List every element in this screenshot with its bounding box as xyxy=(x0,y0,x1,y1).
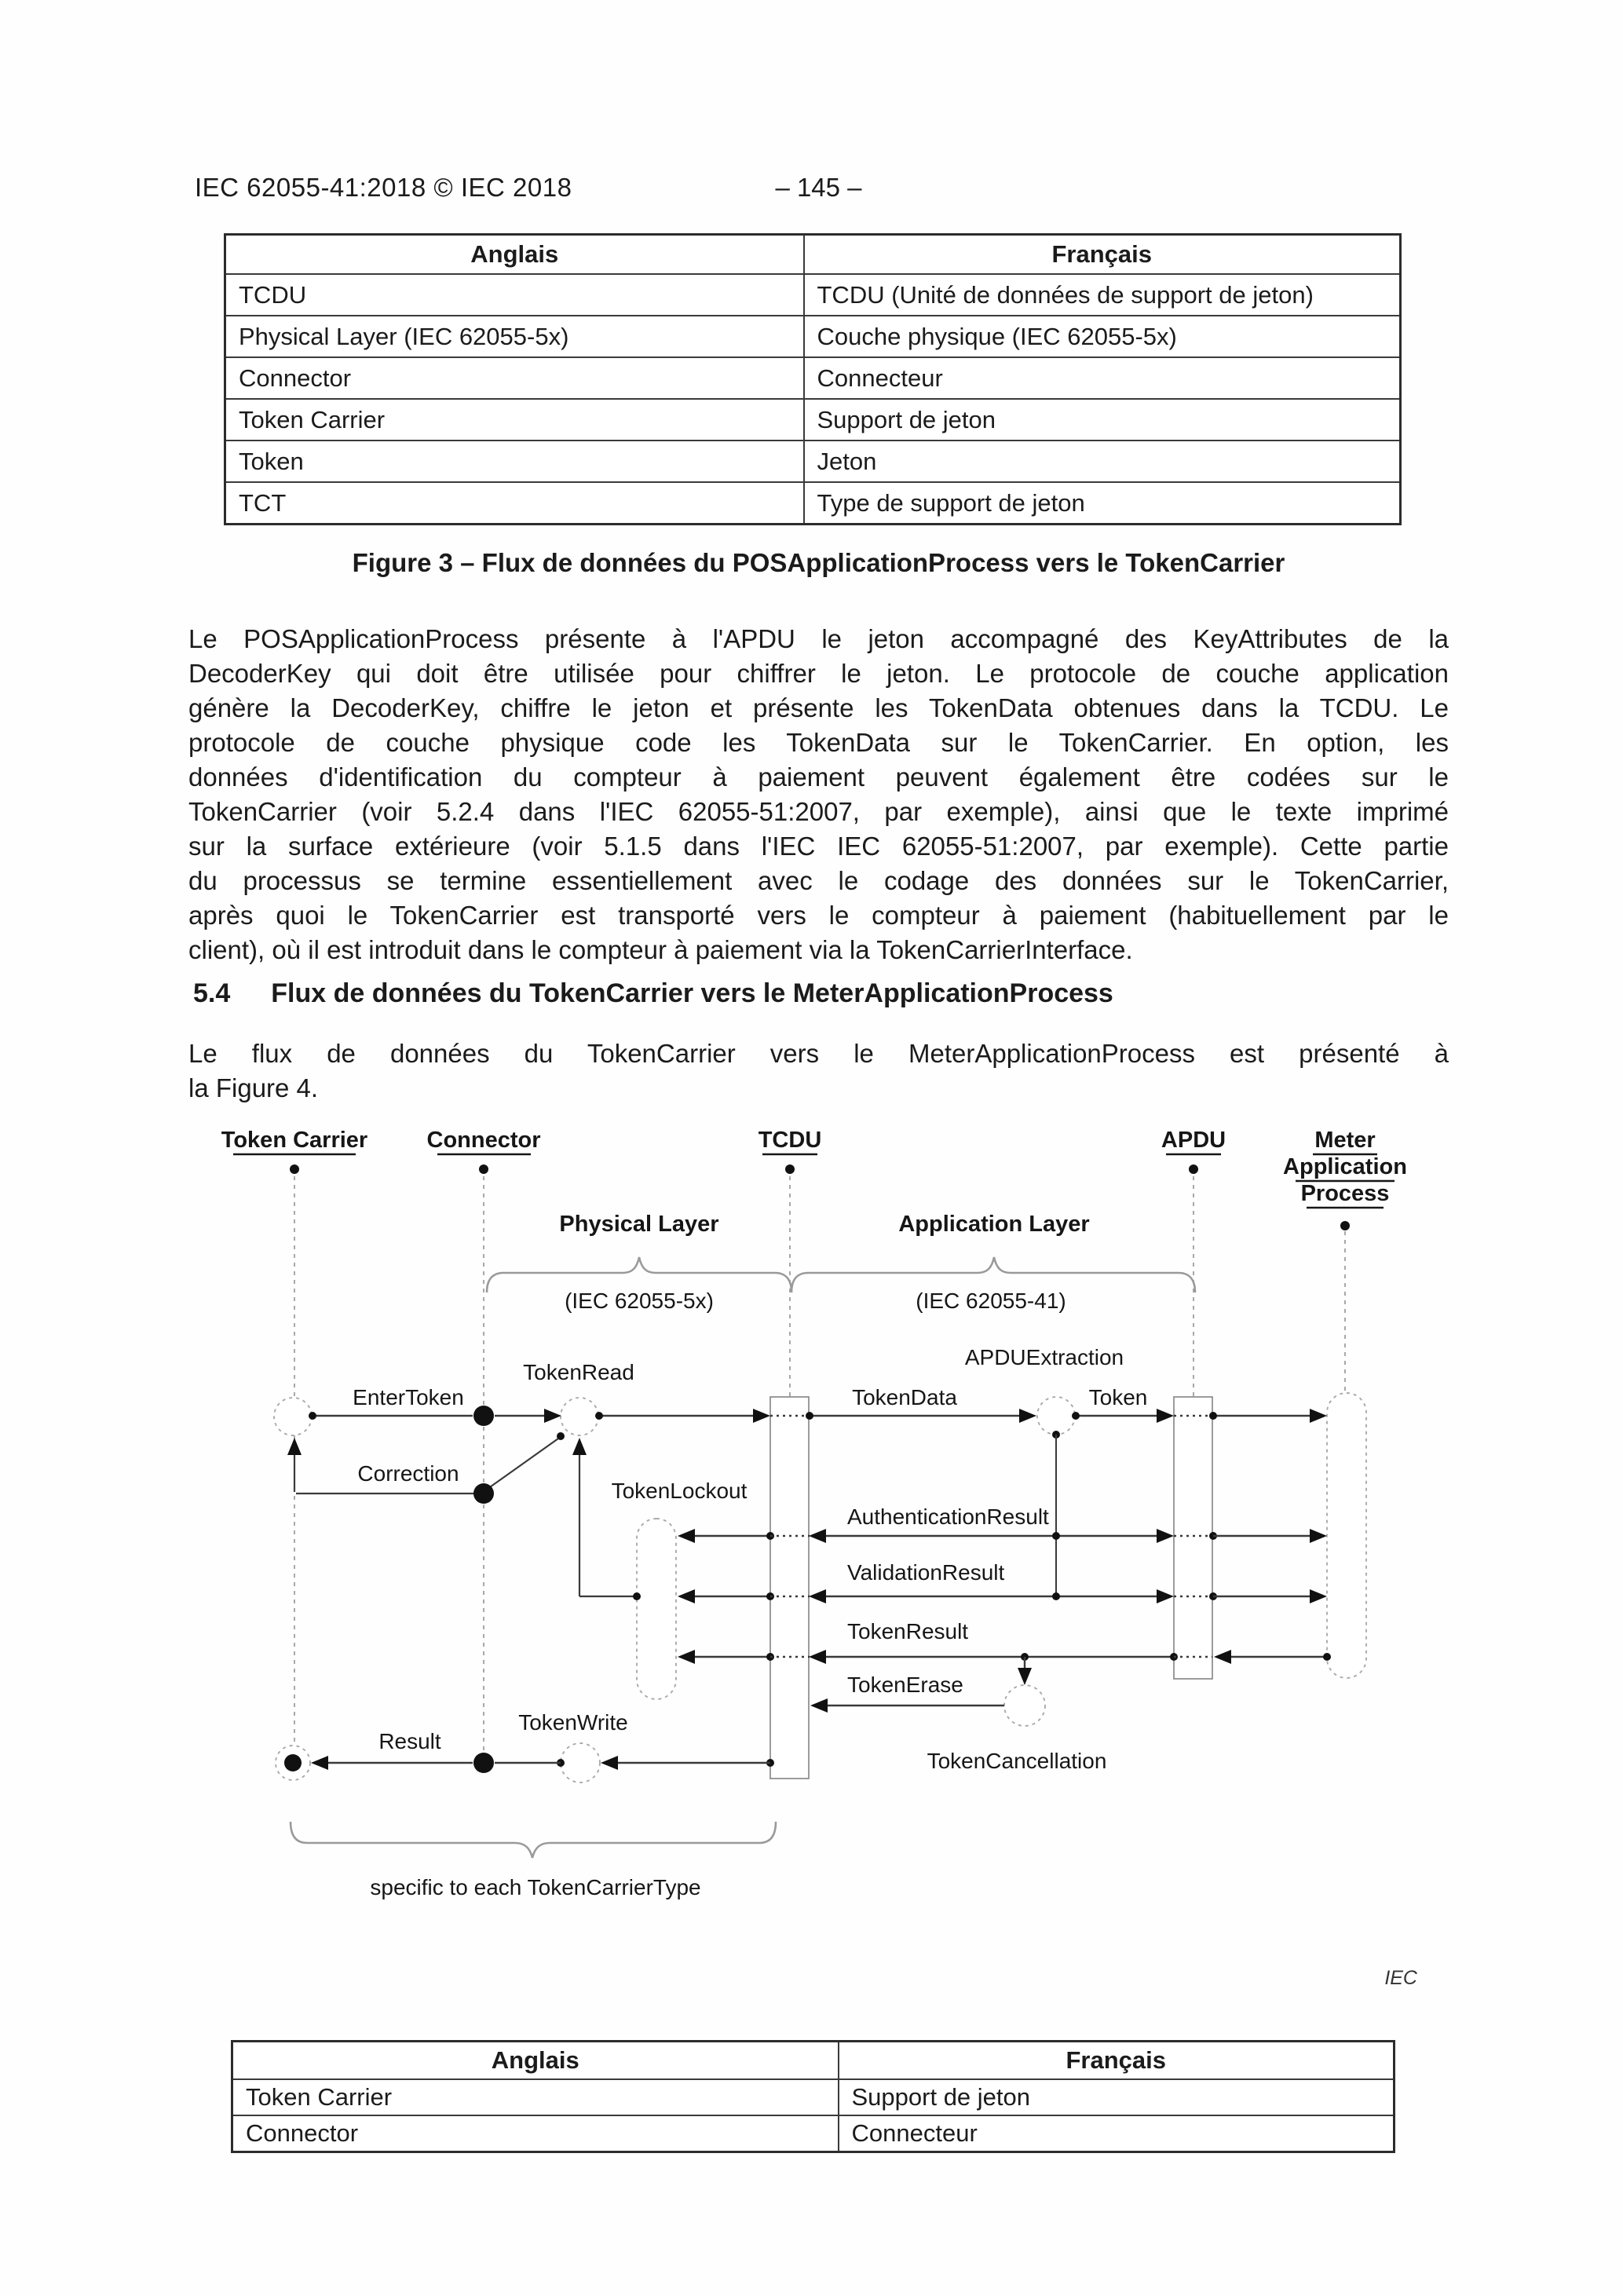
result-label: Result xyxy=(378,1729,441,1753)
document-reference: IEC 62055-41:2018 © IEC 2018 xyxy=(195,173,572,202)
correction-dot xyxy=(473,1483,494,1504)
application-layer-label: Application Layer xyxy=(898,1212,1090,1237)
text-line: du processus se termine essentiellement avec le codage des données sur le TokenCarrier, xyxy=(188,866,1449,895)
arrow-left-icon xyxy=(678,1529,695,1543)
arrow-left-icon xyxy=(1214,1650,1231,1664)
section-title: Flux de données du TokenCarrier vers le MeterApplicationProcess xyxy=(271,978,1113,1008)
cell-fr: Type de support de jeton xyxy=(804,482,1401,525)
text-line: DecoderKey qui doit être utilisée pour chiffrer le jeton. Le protocole de couche application xyxy=(188,659,1449,688)
enter-token-label: EnterToken xyxy=(353,1385,464,1409)
physical-layer-label: Physical Layer xyxy=(559,1212,719,1237)
table-row xyxy=(232,2115,1395,2152)
cell-en: Token xyxy=(225,441,804,482)
cell-fr: Couche physique (IEC 62055-5x) xyxy=(804,316,1401,357)
cell-en: Physical Layer (IEC 62055-5x) xyxy=(225,316,804,357)
column-header: Anglais xyxy=(232,2042,839,2080)
end-node-dot xyxy=(284,1754,302,1771)
arrow-left-icon xyxy=(678,1589,695,1603)
column-headers xyxy=(221,1128,1407,1230)
arrow-left-icon xyxy=(809,1589,826,1603)
token-data-label: TokenData xyxy=(852,1385,957,1409)
msg-correction xyxy=(287,1432,565,1504)
table-header-row xyxy=(225,235,1401,275)
apdu-extraction-drop xyxy=(1052,1431,1060,1596)
cell-en: Token Carrier xyxy=(225,399,804,441)
brace-icon xyxy=(291,1822,776,1858)
arrow-left-icon xyxy=(311,1756,328,1770)
application-standard-label: (IEC 62055-41) xyxy=(916,1289,1066,1313)
text-line: client), où il est introduit dans le compteur à paiement via la TokenCarrierInterface. xyxy=(188,935,1133,964)
arrow-right-icon xyxy=(1157,1529,1174,1543)
figure3-caption: Figure 3 – Flux de données du POSApplicationProcess vers le TokenCarrier xyxy=(352,548,1285,577)
iec-credit: IEC xyxy=(1384,1967,1417,1989)
text-line: Le POSApplicationProcess présente à l'APDU le jeton accompagné des KeyAttributes de la xyxy=(188,624,1449,653)
token-lockout-label: TokenLockout xyxy=(611,1479,748,1503)
page-number: – 145 – xyxy=(775,173,862,202)
header-connector: Connector xyxy=(426,1128,541,1153)
bottom-brace xyxy=(291,1822,776,1899)
correction-label: Correction xyxy=(357,1461,459,1486)
apdu-extraction-node xyxy=(1037,1397,1075,1435)
token-read-label: TokenRead xyxy=(523,1360,634,1384)
validation-result-label: ValidationResult xyxy=(847,1560,1005,1585)
text-line: la Figure 4. xyxy=(188,1073,319,1102)
physical-standard-label: (IEC 62055-5x) xyxy=(565,1289,714,1313)
arrow-left-icon xyxy=(601,1756,618,1770)
text-line: après quoi le TokenCarrier est transporté vers le compteur à paiement (habituellement par le xyxy=(188,901,1449,930)
header-meter-3: Process xyxy=(1300,1181,1390,1206)
arrow-left-icon xyxy=(810,1698,828,1713)
translation-table-bottom xyxy=(231,2040,1395,2153)
arrow-up-icon xyxy=(572,1438,587,1455)
column-header: Anglais xyxy=(225,235,804,275)
header-tcdu: TCDU xyxy=(758,1128,822,1153)
msg-result xyxy=(311,1710,774,1773)
cell-fr: Support de jeton xyxy=(839,2079,1395,2115)
apdu-extraction-label: APDUExtraction xyxy=(964,1345,1124,1369)
section-number: 5.4 xyxy=(193,978,231,1008)
text-line: Le flux de données du TokenCarrier vers le MeterApplicationProcess est présenté à xyxy=(188,1039,1449,1068)
table-row xyxy=(225,357,1401,399)
meter-process-node xyxy=(1327,1393,1366,1678)
paragraph-2 xyxy=(188,1036,1449,1106)
column-header: Français xyxy=(804,235,1401,275)
token-erase-label: TokenErase xyxy=(847,1673,963,1697)
token-result-label: TokenResult xyxy=(847,1619,969,1643)
text-line: données d'identification du compteur à paiement peuvent également être codées sur le xyxy=(188,762,1449,792)
figure4-diagram xyxy=(181,1123,1460,1908)
arrow-right-icon xyxy=(1310,1589,1327,1603)
table-row xyxy=(232,2079,1395,2115)
token-cancellation-label: TokenCancellation xyxy=(927,1749,1107,1773)
apdu-activation xyxy=(1174,1397,1212,1679)
arrow-right-icon xyxy=(1310,1409,1327,1423)
header-meter-1: Meter xyxy=(1314,1128,1376,1153)
header-token-carrier: Token Carrier xyxy=(221,1128,368,1153)
header-apdu: APDU xyxy=(1161,1128,1226,1153)
paragraph-1 xyxy=(188,622,1449,967)
tcdu-activation xyxy=(770,1397,809,1779)
arrow-right-icon xyxy=(753,1409,770,1423)
header-meter-2: Application xyxy=(1283,1154,1407,1179)
table-row xyxy=(225,482,1401,525)
table-row xyxy=(225,399,1401,441)
table-row xyxy=(225,441,1401,482)
text-line: TokenCarrier (voir 5.2.4 dans l'IEC 62055-51:2007, par exemple), ainsi que le texte imprimé xyxy=(188,797,1449,826)
arrow-right-icon xyxy=(1310,1529,1327,1543)
cell-fr: TCDU (Unité de données de support de jeton) xyxy=(804,274,1401,316)
token-label: Token xyxy=(1088,1385,1148,1409)
table-header-row xyxy=(232,2042,1395,2080)
enter-token-dot xyxy=(473,1406,494,1426)
cell-en: Connector xyxy=(225,357,804,399)
table-row xyxy=(225,316,1401,357)
column-header: Français xyxy=(839,2042,1395,2080)
brace-icon xyxy=(487,1257,1195,1292)
arrow-up-icon xyxy=(287,1438,302,1455)
brace-note: specific to each TokenCarrierType xyxy=(370,1875,701,1899)
msg-token-erase xyxy=(810,1657,1106,1773)
token-write-label: TokenWrite xyxy=(518,1710,628,1735)
token-read-node xyxy=(561,1398,598,1435)
text-line: sur la surface extérieure (voir 5.1.5 dans l'IEC IEC 62055-51:2007, par exemple). Cette partie xyxy=(188,832,1449,861)
cell-fr: Connecteur xyxy=(839,2115,1395,2152)
token-write-node xyxy=(561,1743,600,1782)
cell-en: Connector xyxy=(232,2115,839,2152)
cell-en: TCT xyxy=(225,482,804,525)
arrow-down-icon xyxy=(1018,1668,1032,1685)
arrow-right-icon xyxy=(544,1409,561,1423)
text-line: protocole de couche physique code les TokenData sur le TokenCarrier. En option, les xyxy=(188,728,1449,757)
result-dot xyxy=(473,1753,494,1773)
cell-fr: Jeton xyxy=(804,441,1401,482)
text-line: génère la DecoderKey, chiffre le jeton et présente les TokenData obtenues dans la TCDU. Le xyxy=(188,693,1449,722)
section-heading xyxy=(193,978,1113,1009)
start-node xyxy=(274,1398,312,1435)
arrow-right-icon xyxy=(1157,1589,1174,1603)
arrow-right-icon xyxy=(1019,1409,1036,1423)
cell-fr: Support de jeton xyxy=(804,399,1401,441)
arrow-right-icon xyxy=(1157,1409,1174,1423)
arrow-left-icon xyxy=(809,1529,826,1543)
activation-bars xyxy=(770,1397,1212,1779)
arrow-left-icon xyxy=(678,1650,695,1664)
layer-brackets xyxy=(487,1212,1195,1313)
token-cancellation-node xyxy=(1004,1685,1045,1726)
translation-table-top xyxy=(224,233,1402,525)
authentication-result-label: AuthenticationResult xyxy=(847,1504,1049,1529)
cell-fr: Connecteur xyxy=(804,357,1401,399)
cell-en: Token Carrier xyxy=(232,2079,839,2115)
token-lockout-node xyxy=(637,1519,676,1699)
arrow-left-icon xyxy=(809,1650,826,1664)
table-row xyxy=(225,274,1401,316)
cell-en: TCDU xyxy=(225,274,804,316)
